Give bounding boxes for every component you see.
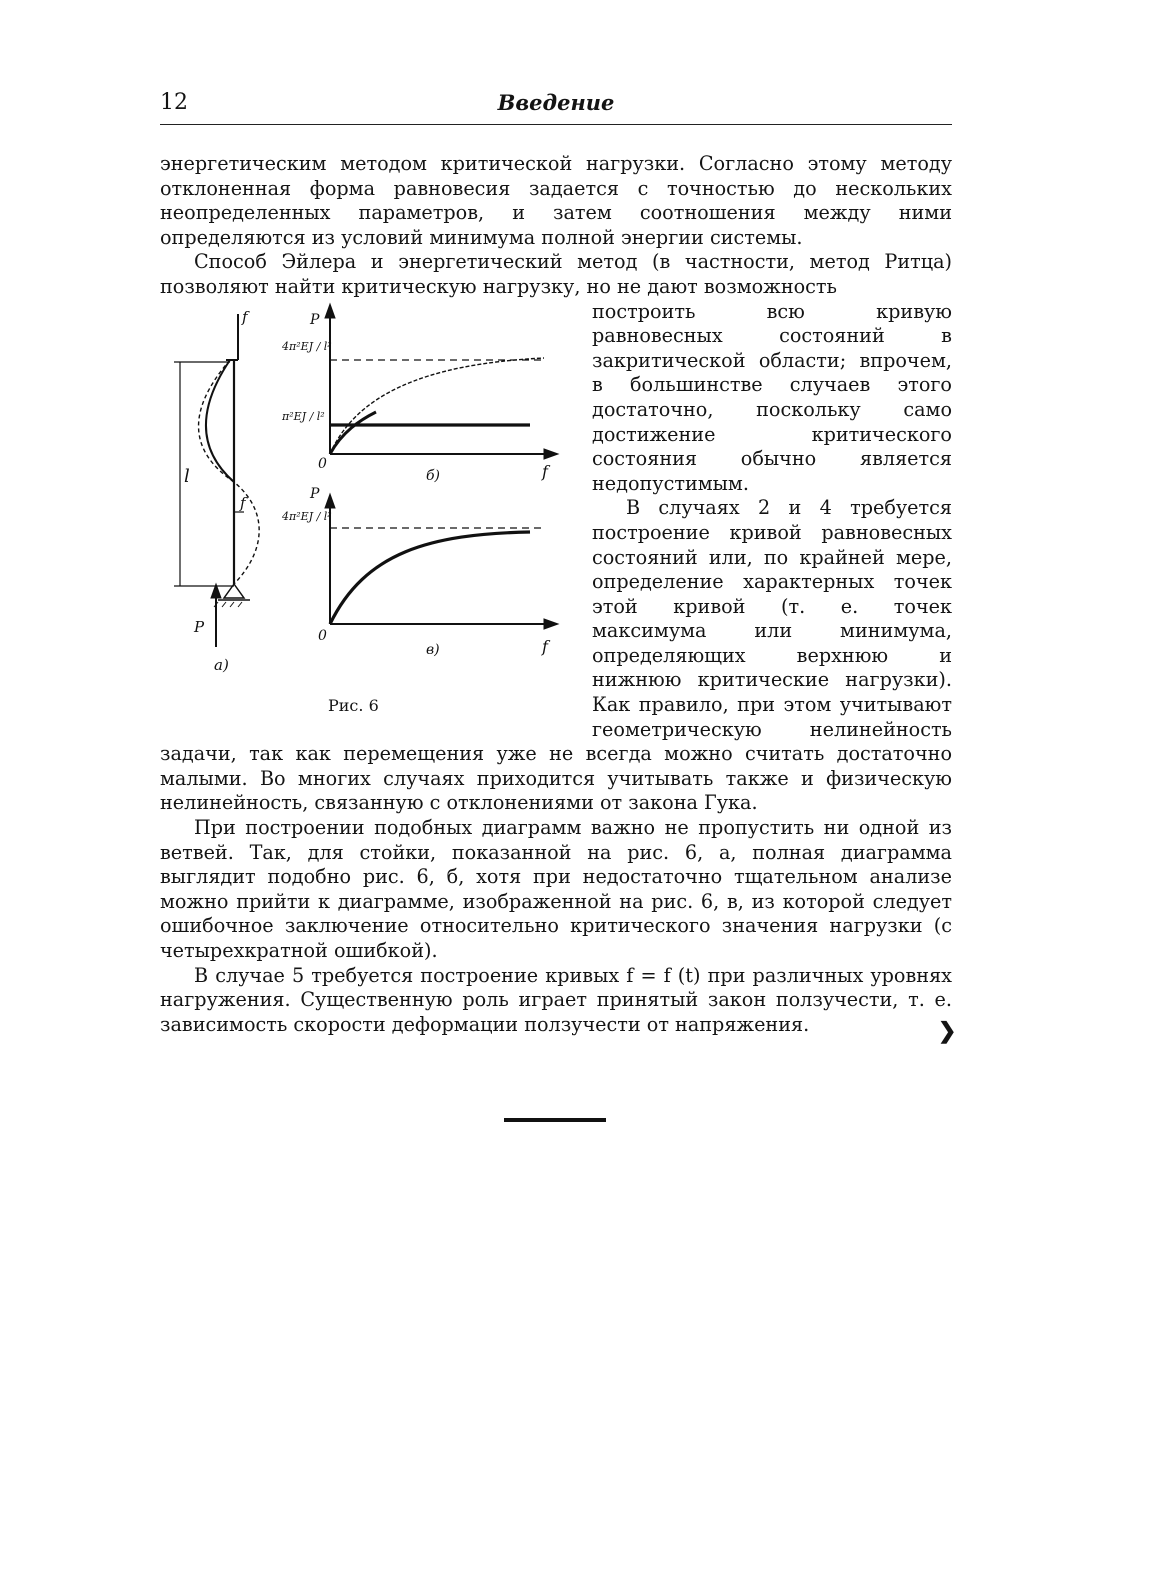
page-header [160,90,952,125]
end-mark: ❯ [938,1018,957,1044]
panel-c-x-axis: f [542,636,548,656]
paragraph: В случаях 2 и 4 требуется построение кривой равновесных состояний или, по крайней мере, определение характерных точек этой кривой (т. е. точек максимума или минимума, определяющих верхнюю и нижнюю критические нагрузки). Как правило, при этом учитывают геометрическую нелинейность задачи, так как перемещения уже не всегда можно считать достаточно малыми. Во многих случаях приходится учитывать также и физическую нелинейность, связанную с отклонениями от закона Гука. [160,496,952,815]
paragraph: В случае 5 требуется построение кривых f = f (t) при различных уровнях нагружения. Существенную роль играет принятый закон ползучести, т. е. зависимость скорости деформации ползучести от напряжения. [160,963,952,1036]
panel-b-x-axis: f [542,461,548,481]
panel-c-origin: 0 [318,627,327,644]
panel-b-axes [325,304,558,459]
panel-a-deflection-label: f [240,493,246,512]
figure-caption: Рис. 6 [328,695,379,715]
paragraph: построить всю кривую равновесных состояний в закритической области; впрочем, в большинстве случаев этого достаточно, поскольку само достижение критического состояния обычно является недопустимым. [592,299,952,495]
panel-b-origin: 0 [318,455,327,472]
panel-c-y-axis: P [310,485,320,502]
panel-a-length-label: l [184,465,190,487]
figure-drawing [160,302,580,742]
panel-b-label: б) [426,467,441,484]
panel-b-lower-level: π²EJ / l² [282,409,325,423]
panel-a-load-label: P [194,617,205,636]
page-number: 12 [160,90,188,115]
paragraph: При построении подобных диаграмм важно не пропустить ни одной из ветвей. Так, для стойки, показанной на рис. 6, а, полная диаграмма выглядит подобно рис. 6, б, хотя при недостаточно тщательном анализе можно прийти к диаграмме, изображенной на рис. 6, в, из которой следует ошибочное заключение относительно критического значения нагрузки (с четырехкратной ошибкой). [160,816,952,962]
panel-a-label: а) [214,655,229,674]
figure-6 [160,302,580,742]
paragraph: Способ Эйлера и энергетический метод (в частности, метод Ритца) позволяют найти критическую нагрузку, но не дают возможность [160,250,952,298]
end-rule [504,1118,606,1122]
body-text [160,152,952,1037]
panel-b-upper-level: 4π²EJ / l² [282,339,332,353]
running-title: Введение [497,90,615,115]
panel-b-y-axis: P [310,311,320,328]
panel-a-top-label: f [242,307,248,326]
panel-c-axes [325,494,558,629]
panel-c-label: в) [426,641,440,658]
paragraph: энергетическим методом критической нагрузки. Согласно этому методу отклоненная форма равновесия задается с точностью до нескольких неопределенных параметров, и затем соотношения между ними определяются из условий минимума полной энергии системы. [160,152,952,249]
panel-c-level: 4π²EJ / l² [282,509,332,523]
